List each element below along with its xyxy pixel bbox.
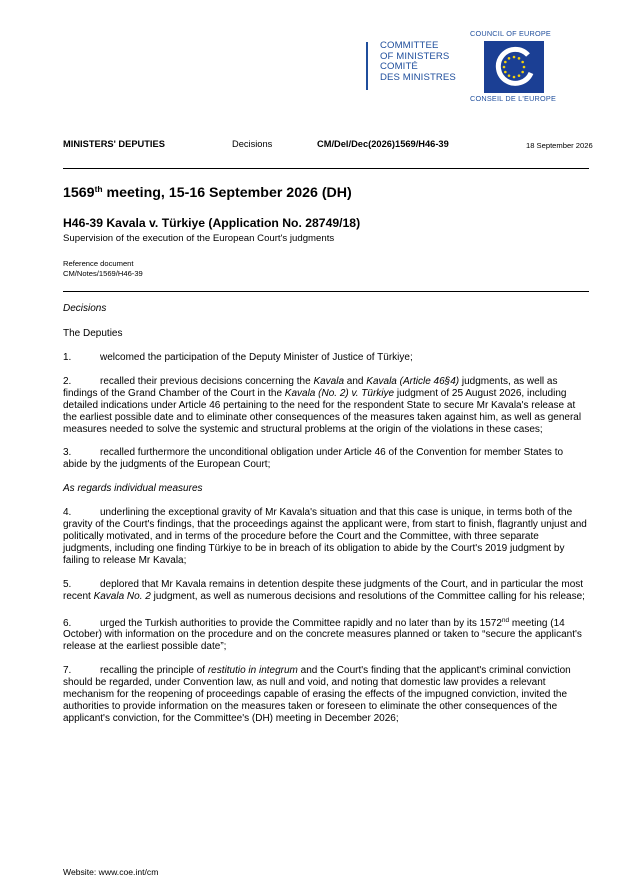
document-reference: CM/Del/Dec(2026)1569/H46-39 xyxy=(317,139,449,149)
deputies-heading: The Deputies xyxy=(63,328,123,339)
latin-term: restitutio in integrum xyxy=(207,665,298,677)
case-name: Kavala No. 2 xyxy=(93,590,151,602)
paragraph-text: recalling the principle of xyxy=(100,665,208,677)
star-icon xyxy=(518,74,521,77)
paragraph-text: welcomed the participation of the Deputy Minister of Justice of Türkiye; xyxy=(100,352,413,363)
paragraph-number: 1. xyxy=(63,352,72,363)
star-icon xyxy=(513,56,516,59)
document-date: 18 September 2026 xyxy=(526,141,593,150)
ordinal-suffix: nd xyxy=(501,616,510,624)
committee-divider-bar xyxy=(366,42,368,90)
section-rule xyxy=(63,291,589,292)
star-icon xyxy=(508,57,511,60)
star-icon xyxy=(523,66,526,69)
paragraph-text: and xyxy=(344,375,367,387)
reference-label: Reference document xyxy=(63,259,134,268)
paragraph-number: 5. xyxy=(63,578,72,590)
star-icon xyxy=(504,61,507,64)
committee-line-4: DES MINISTRES xyxy=(380,71,456,83)
paragraph-number: 7. xyxy=(63,665,72,677)
case-title: H46-39 Kavala v. Türkiye (Application No. 28749/18) xyxy=(63,216,361,230)
decision-paragraph-1 xyxy=(63,352,589,364)
star-icon xyxy=(518,57,521,60)
committee-line-1: COMMITTEE xyxy=(380,40,439,51)
case-name: Kavala (No. 2) v. Türkiye xyxy=(284,387,395,399)
paragraph-text: deplored that Mr Kavala remains in detention despite these judgments of the Court, and in particular the most recent xyxy=(63,578,584,602)
document-type: Decisions xyxy=(232,139,273,149)
decision-paragraph-2 xyxy=(63,376,589,436)
case-subtitle: Supervision of the execution of the European Court's judgments xyxy=(63,233,335,244)
decision-paragraph-4 xyxy=(63,507,589,567)
decisions-body xyxy=(63,303,589,725)
case-name: Kavala (Article 46§4) xyxy=(366,375,460,387)
paragraph-text: judgment of 25 August 2026, including detailed indications under Article 46 pertaining to the need for the respondent State to secure Mr Kavala's release at the earliest possible date and to eliminate other consequences of the measures taken against him, as well as general measures needed to solve the systemic and structural problems at the origin of the violations in these cases; xyxy=(63,387,582,435)
website-footer: Website: www.coe.int/cm xyxy=(63,867,159,877)
case-name: Kavala xyxy=(313,375,345,387)
star-icon xyxy=(508,74,511,77)
reference-doc: CM/Notes/1569/H46-39 xyxy=(63,268,143,278)
decisions-heading: Decisions xyxy=(63,303,107,314)
meeting-number: 1569 xyxy=(63,185,95,201)
paragraph-number: 4. xyxy=(63,507,72,519)
star-icon xyxy=(504,71,507,74)
paragraph-text: meeting (14 October) with information on the procedure and on the concrete measures planned or taken to “secure the applicant's release at the earliest possible date”; xyxy=(63,617,582,653)
paragraph-text: underlining the exceptional gravity of Mr Kavala's situation and that this case is unique, in terms both of the gravity of the Court's findings, that the proceedings against the applicant were, from start to finish, flagrantly unjust and politically motivated, and in terms of the procedure before the Court and the Committee, with three separate judgments, including one finding Türkiye to be in breach of its obligation to abide by the Court's 2019 judgment by failing to release Mr Kavala; xyxy=(63,507,587,566)
paragraph-text: urged the Turkish authorities to provide the Committee rapidly and no later than by its 1572 xyxy=(100,617,502,629)
decision-paragraph-3 xyxy=(63,447,589,471)
decision-paragraph-7 xyxy=(63,665,589,725)
paragraph-text: recalled their previous decisions concerning the xyxy=(100,375,314,387)
decision-paragraph-6 xyxy=(63,615,589,654)
meeting-title xyxy=(63,184,352,201)
committee-line-2: OF MINISTERS xyxy=(380,50,450,62)
star-icon xyxy=(503,66,506,69)
ministers-deputies-label: MINISTERS' DEPUTIES xyxy=(63,139,165,149)
meeting-number-suffix: th xyxy=(94,184,103,194)
star-icon xyxy=(521,61,524,64)
paragraph-text: recalled furthermore the unconditional obligation under Article 46 of the Convention for member States to abide by the judgments of the European Court; xyxy=(63,447,564,471)
paragraph-number: 3. xyxy=(63,447,72,459)
star-icon xyxy=(521,71,524,74)
committee-line-3: COMITÉ xyxy=(380,61,418,73)
paragraph-number: 2. xyxy=(63,375,72,387)
paragraph-text: and the Court's finding that the applicant's criminal conviction should be regarded, under Convention law, as null and void, and noting that domestic law provides a relevant mechanism for the reopening of proceedings capable of erasing the effects of the impugned conviction, invited the authorities to provide information on the measures taken or foreseen to eliminate the other consequences of the applicant's conviction, for the Committee's (DH) meeting in December 2026; xyxy=(63,665,571,724)
coe-logo-top-text: COUNCIL OF EUROPE xyxy=(470,29,551,38)
paragraph-text: judgment, as well as numerous decisions and resolutions of the Committee calling for his release; xyxy=(150,590,585,602)
paragraph-number: 6. xyxy=(63,617,72,629)
coe-logo-bottom-text: CONSEIL DE L'EUROPE xyxy=(470,94,557,103)
committee-of-ministers-logo-text xyxy=(380,41,456,83)
star-icon xyxy=(513,76,516,79)
decision-paragraph-5 xyxy=(63,579,589,603)
individual-measures-heading: As regards individual measures xyxy=(63,483,203,495)
meeting-title-rest: meeting, 15-16 September 2026 (DH) xyxy=(102,185,352,201)
paragraph-text: judgments, as well as findings of the Grand Chamber of the Court in the xyxy=(63,375,558,399)
reference-document xyxy=(63,259,143,278)
council-of-europe-logo-icon xyxy=(484,41,544,93)
header-rule xyxy=(63,168,589,169)
